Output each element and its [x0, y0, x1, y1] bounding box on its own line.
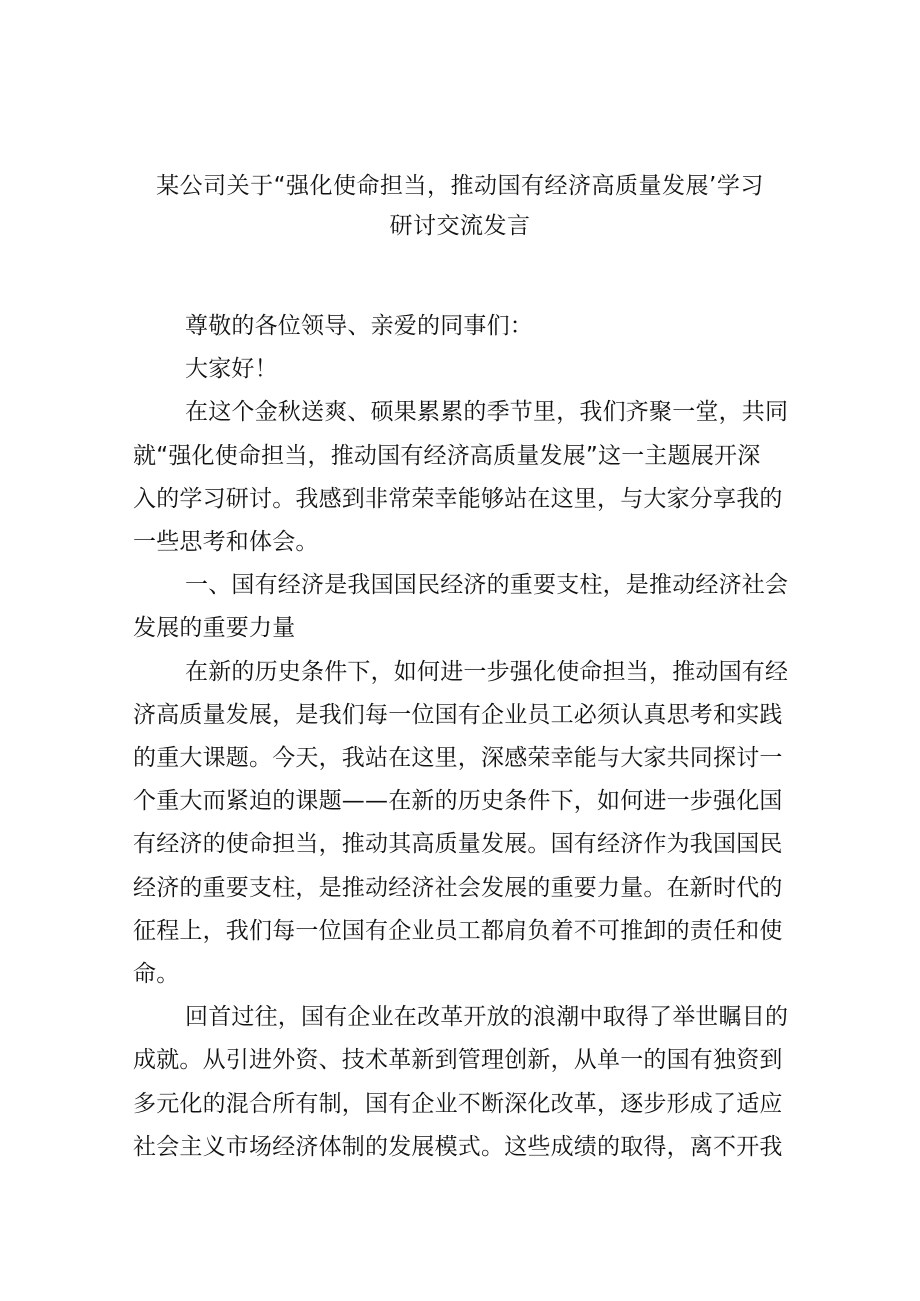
paragraph-line: 入的学习研讨。我感到非常荣幸能够站在这里，与大家分享我的 [133, 485, 783, 512]
intro-paragraph [133, 391, 793, 564]
salutation-paragraph [133, 305, 793, 348]
paragraph-line: 命。 [133, 961, 180, 988]
paragraph-line: 在这个金秋送爽、硕果累累的季节里，我们齐聚一堂，共同 [185, 399, 789, 426]
body-paragraph [133, 996, 793, 1169]
paragraph-line: 多元化的混合所有制，国有企业不断深化改革，逐步形成了适应 [133, 1090, 783, 1117]
paragraph-line: 经济的重要支柱，是推动经济社会发展的重要力量。在新时代的 [133, 874, 783, 901]
paragraph-line: 回首过往，国有企业在改革开放的浪潮中取得了举世瞩目的 [185, 1004, 789, 1031]
paragraph-line: 大家好！ [185, 356, 278, 383]
paragraph-line: 成就。从引进外资、技术革新到管理创新，从单一的国有独资到 [133, 1047, 783, 1074]
body-paragraph [133, 651, 793, 997]
paragraph-line: 社会主义市场经济体制的发展模式。这些成绩的取得，离不开我 [133, 1133, 783, 1160]
title-line-2: 研讨交流发言 [389, 213, 531, 239]
document-title [130, 166, 790, 246]
document-body [133, 305, 793, 1169]
paragraph-line: 济高质量发展，是我们每一位国有企业员工必须认真思考和实践 [133, 701, 783, 728]
greeting-paragraph [133, 348, 793, 391]
paragraph-line: 就“强化使命担当，推动国有经济高质量发展”这一主题展开深 [133, 442, 761, 469]
section-heading-1 [133, 564, 793, 650]
paragraph-line: 的重大课题。今天，我站在这里，深感荣幸能与大家共同探讨一 [133, 745, 783, 772]
paragraph-line: 尊敬的各位领导、亲爱的同事们： [185, 313, 533, 339]
paragraph-line: 征程上，我们每一位国有企业员工都肩负着不可推卸的责任和使 [133, 917, 783, 944]
paragraph-line: 个重大而紧迫的课题——在新的历史条件下，如何进一步强化国 [133, 788, 783, 815]
paragraph-line: 发展的重要力量 [133, 615, 296, 642]
paragraph-line: 一些思考和体会。 [133, 529, 319, 556]
title-line-1: 某公司关于“强化使命担当，推动国有经济高质量发展’学习 [156, 173, 764, 199]
paragraph-line: 有经济的使命担当，推动其高质量发展。国有经济作为我国国民 [133, 831, 783, 858]
paragraph-line: 一、国有经济是我国国民经济的重要支柱，是推动经济社会 [185, 572, 789, 599]
paragraph-line: 在新的历史条件下，如何进一步强化使命担当，推动国有经 [185, 658, 789, 685]
